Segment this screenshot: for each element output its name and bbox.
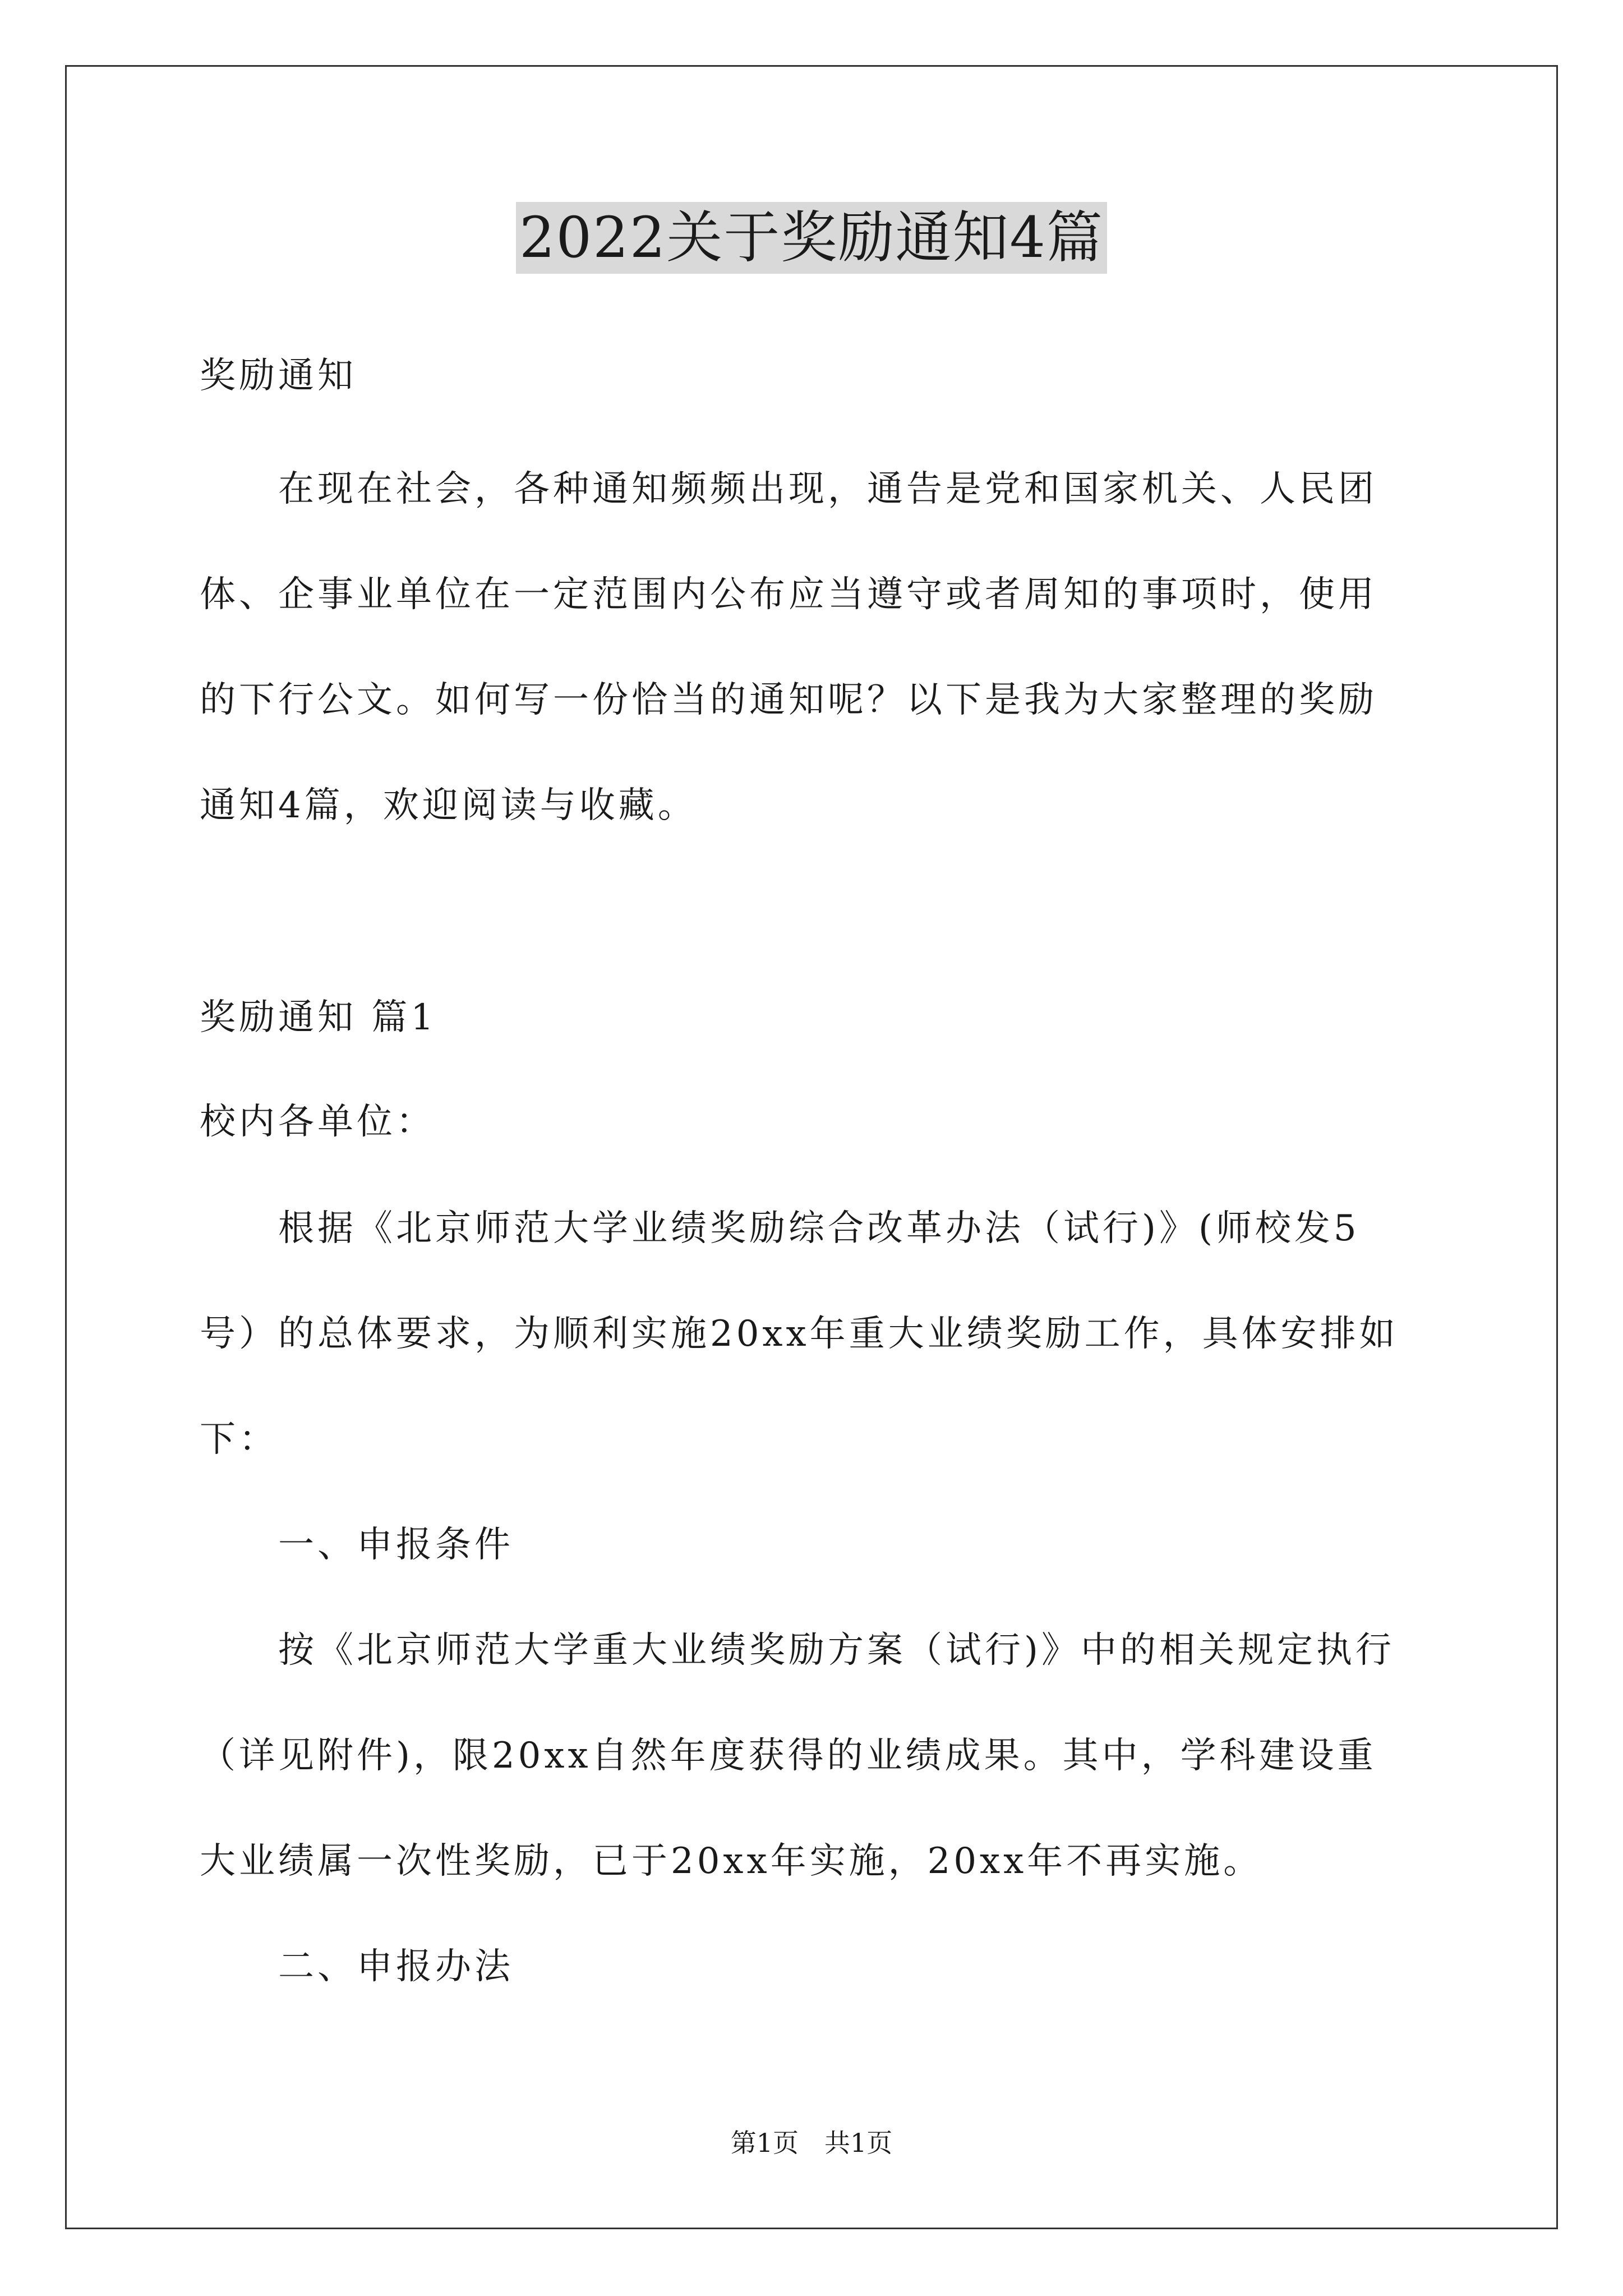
- body-line: 体、企事业单位在一定范围内公布应当遵守或者周知的事项时，使用: [200, 574, 1377, 615]
- body-line: 根据《北京师范大学业绩奖励综合改革办法（试行)》(师校发5: [200, 1208, 1360, 1249]
- page-footer: 第1页 共1页: [730, 2128, 893, 2158]
- body-line: 的下行公文。如何写一份恰当的通知呢？以下是我为大家整理的奖励: [200, 679, 1377, 721]
- section-heading: 二、申报办法: [200, 1946, 514, 1987]
- section-heading: 奖励通知 篇1: [200, 997, 437, 1038]
- document-title: 2022关于奖励通知4篇: [516, 202, 1107, 274]
- title-container: [0, 202, 1623, 274]
- section-heading: 一、申报条件: [200, 1524, 514, 1566]
- body-line: 按《北京师范大学重大业绩奖励方案（试行)》中的相关规定执行: [200, 1630, 1395, 1671]
- body-line: 大业绩属一次性奖励，已于20xx年实施，20xx年不再实施。: [200, 1841, 1263, 1882]
- body-line: 校内各单位：: [200, 1101, 435, 1143]
- body-line: 下：: [200, 1419, 278, 1460]
- body-line: 号）的总体要求，为顺利实施20xx年重大业绩奖励工作，具体安排如: [200, 1313, 1399, 1355]
- section-heading: 奖励通知: [200, 355, 357, 397]
- body-line: 在现在社会，各种通知频频出现，通告是党和国家机关、人民团: [200, 468, 1377, 510]
- body-line: （详见附件)，限20xx自然年度获得的业绩成果。其中，学科建设重: [200, 1735, 1377, 1777]
- body-line: 通知4篇，欢迎阅读与收藏。: [200, 785, 697, 826]
